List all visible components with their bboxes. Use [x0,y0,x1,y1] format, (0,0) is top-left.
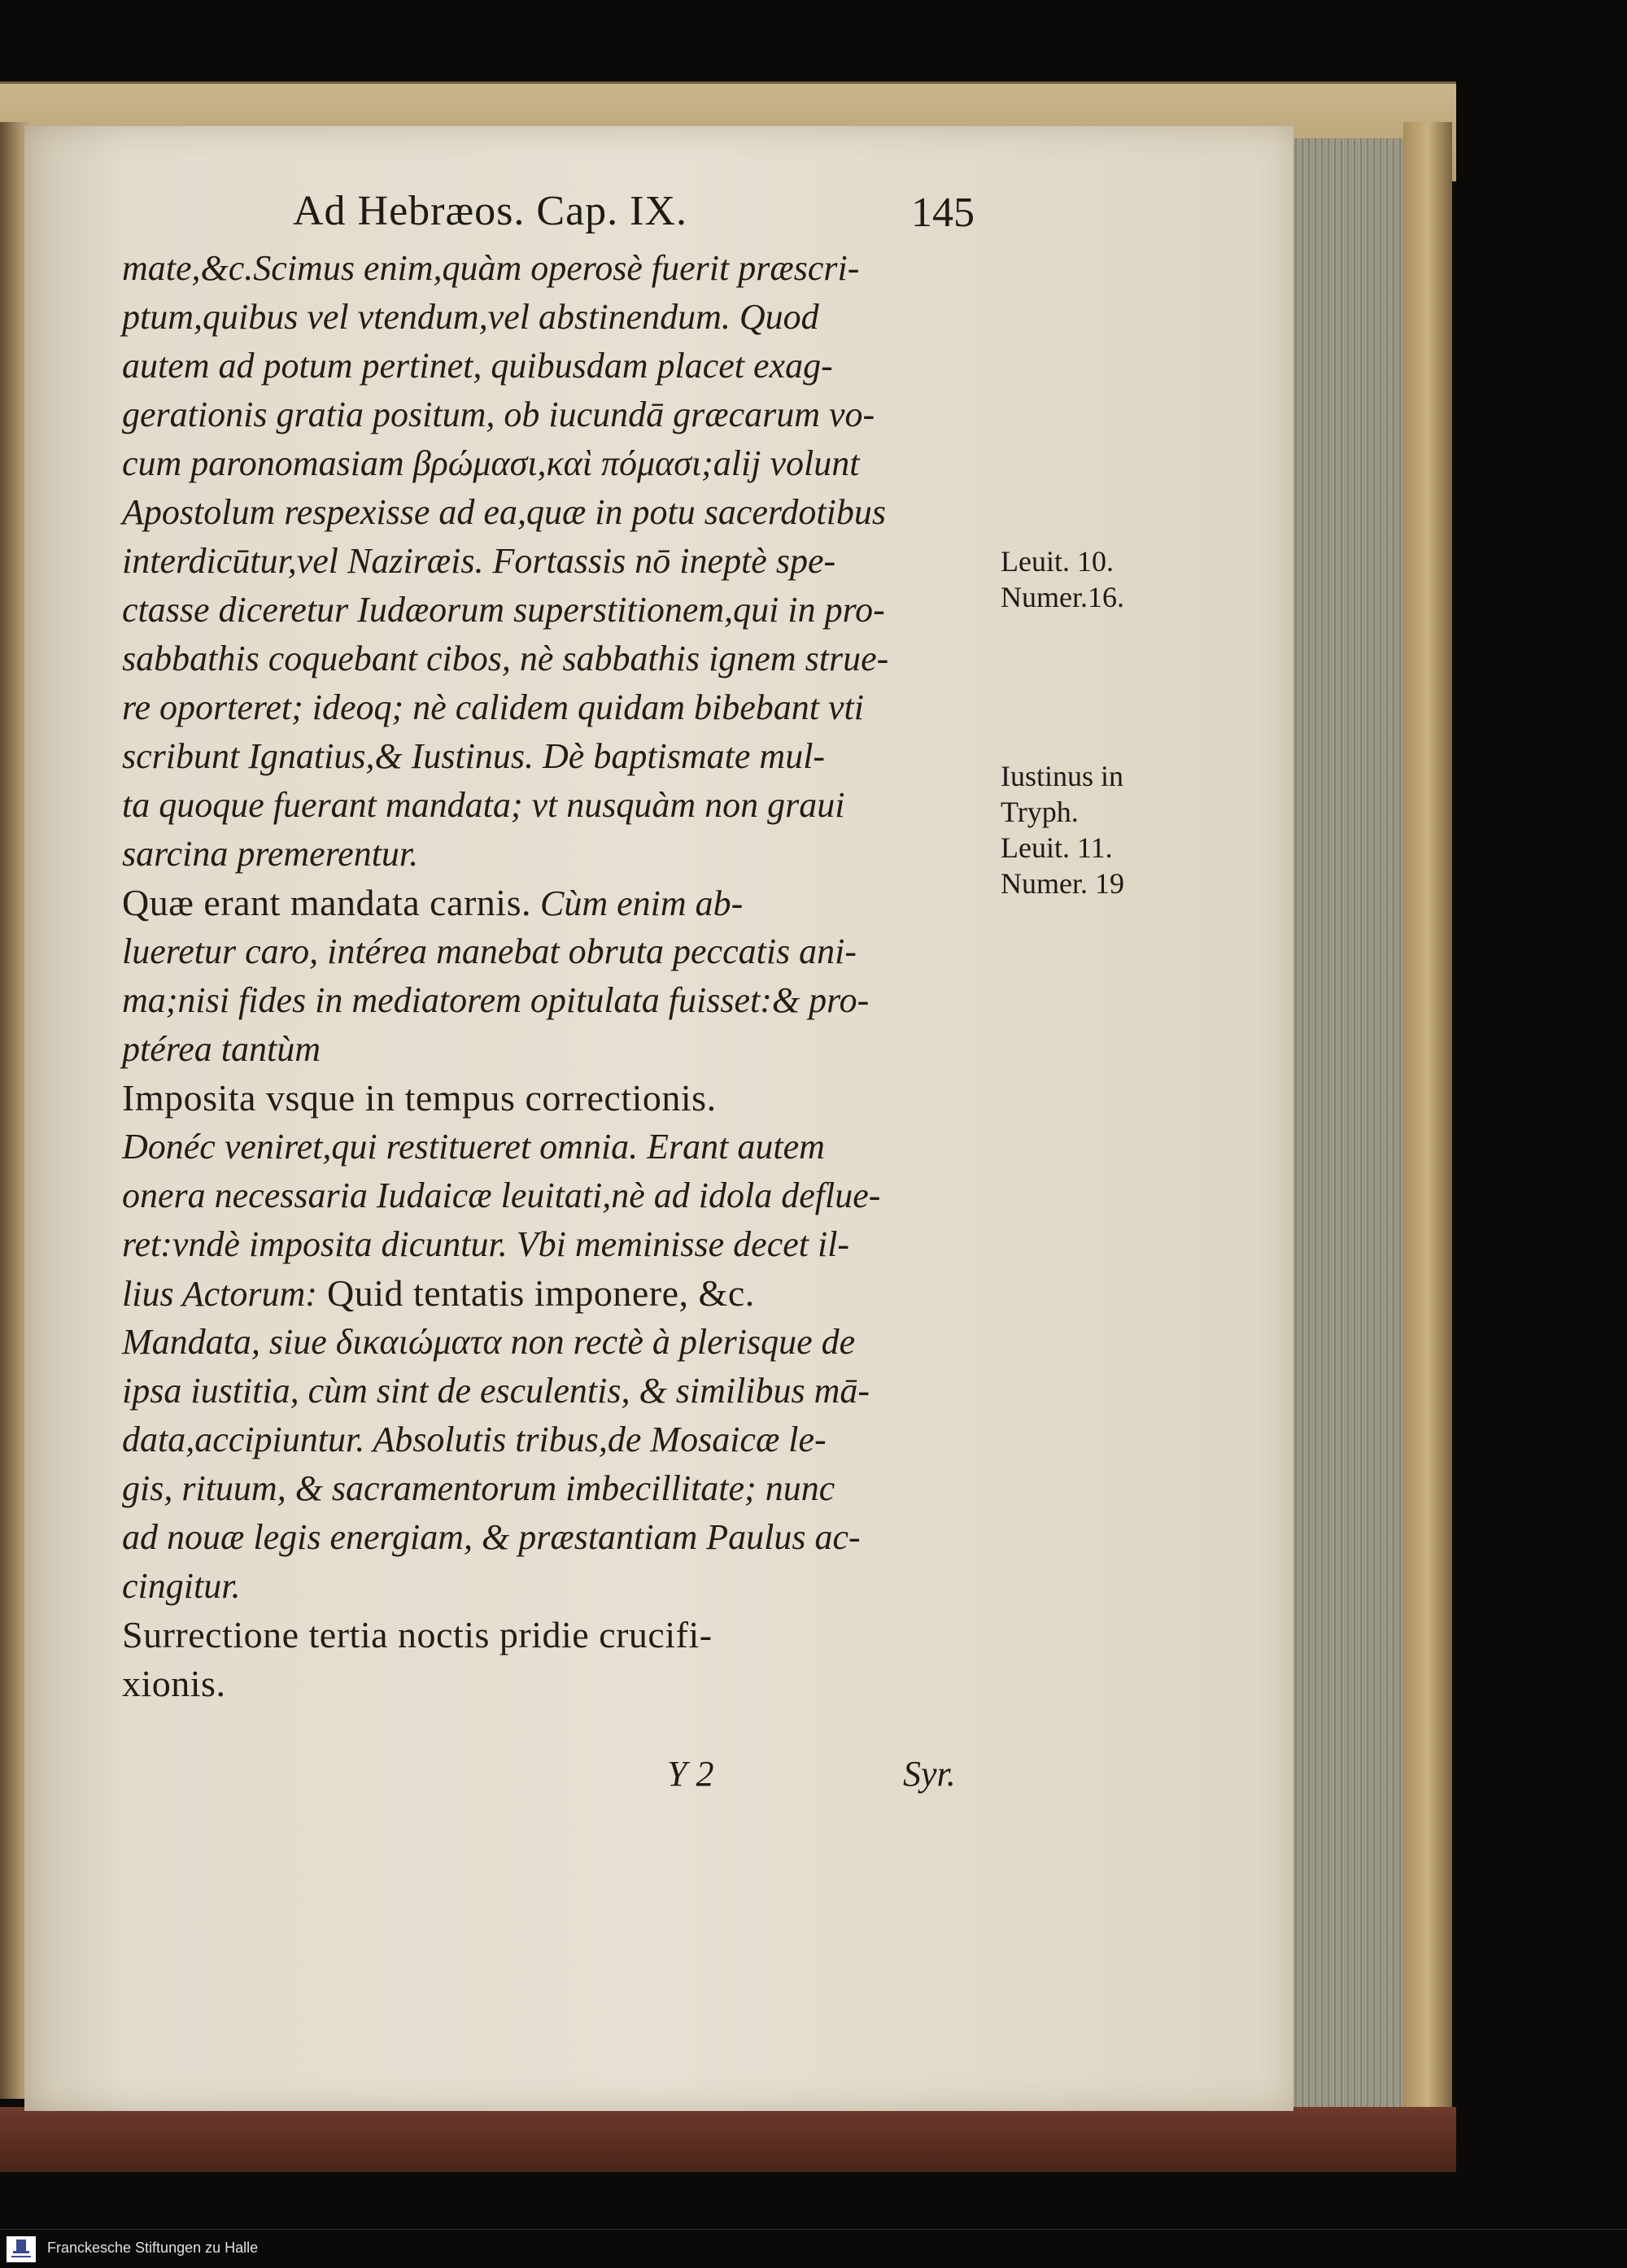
text-line [122,879,992,927]
commentary-text: ptum,quibus vel vtendum,vel abstinendum. Quod [122,297,819,337]
text-line [122,293,992,342]
text-line [122,244,992,293]
commentary-text: lius Actorum: [122,1274,317,1314]
commentary-text: re oporteret; ideoq; nè calidem quidam bibebant vti [122,687,864,727]
margin-note: Leuit. 10. [1001,545,1114,578]
page-number: 145 [911,190,975,236]
margin-note: Numer.16. [1001,581,1124,613]
commentary-text: ret:vndè imposita dicuntur. Vbi meminisse decet il- [122,1224,850,1264]
text-line [122,1269,992,1318]
commentary-text: ctasse diceretur Iudæorum superstitionem,qui in pro- [122,590,885,630]
commentary-text: ipsa iustitia, cùm sint de esculentis, & similibus mā- [122,1371,870,1411]
text-line [122,342,992,390]
lemma-text: Quæ erant mandata carnis. [122,882,531,923]
text-line [122,1415,992,1464]
commentary-text: sabbathis coquebant cibos, nè sabbathis ignem strue- [122,639,889,678]
text-line [122,1464,992,1513]
commentary-text: ad nouæ legis energiam, & præstantiam Paulus ac- [122,1517,861,1557]
text-line [122,1513,992,1562]
commentary-text: cingitur. [122,1566,241,1606]
text-line [122,683,992,732]
text-line [122,586,992,635]
lemma-text: xionis. [122,1663,226,1704]
margin-note [1001,615,1196,651]
quoted-text: Quid tentatis imponere, &c. [316,1272,755,1314]
text-line [122,1367,992,1415]
text-line [122,1611,992,1660]
commentary-text: scribunt Ignatius,& Iustinus. Dè baptismate mul- [122,736,826,776]
text-line [122,488,992,537]
book-cover-bottom-edge [0,2107,1456,2172]
commentary-text: gerationis gratia positum, ob iucundā græcarum vo- [122,395,875,434]
margin-note [1001,651,1196,687]
margin-note [1001,687,1196,722]
text-line [122,537,992,586]
institution-name: Franckesche Stiftungen zu Halle [47,2240,259,2256]
book-binding-right [1403,122,1452,2115]
marginal-notes [1001,543,1196,901]
text-line [122,830,992,879]
signature-mark: Y 2 [667,1754,714,1794]
text-line [122,1318,992,1367]
running-head: Ad Hebræos. Cap. IX. [293,188,688,234]
commentary-text: Apostolum respexisse ad ea,quæ in potu sacerdotibus [122,492,886,532]
text-line [122,1171,992,1220]
text-line [122,732,992,781]
body-text [122,244,992,1708]
commentary-text: cum paronomasiam βρώμασι,καὶ πόμασι;alij volunt [122,443,860,483]
margin-note: Numer. 19 [1001,867,1124,900]
commentary-text: lueretur caro, intérea manebat obruta peccatis ani- [122,931,857,971]
margin-note [1001,722,1196,758]
commentary-text: ta quoque fuerant mandata; vt nusquàm non graui [122,785,845,825]
commentary-text: autem ad potum pertinet, quibusdam placet exag- [122,346,833,386]
text-line [122,1220,992,1269]
commentary-text: Donéc veniret,qui restitueret omnia. Erant autem [122,1127,825,1167]
text-line [122,635,992,683]
commentary-text: sarcina premerentur. [122,834,419,874]
catchword: Syr. [903,1754,956,1794]
commentary-text: Cùm enim ab- [530,883,744,923]
text-line [122,1562,992,1611]
text-line [122,976,992,1025]
page-header [293,179,1009,244]
book-fore-edge [1285,138,1407,2115]
text-line [122,1074,992,1123]
institution-logo-icon [7,2236,36,2262]
text-line [122,439,992,488]
margin-note: Tryph. [1001,796,1079,828]
lemma-text: Imposita vsque in tempus correctionis. [122,1077,717,1119]
text-line [122,1123,992,1171]
margin-note: Iustinus in [1001,760,1124,792]
commentary-text: interdicūtur,vel Naziræis. Fortassis nō ineptè spe- [122,541,836,581]
commentary-text: onera necessaria Iudaicæ leuitati,nè ad idola deflue- [122,1175,881,1215]
commentary-text: mate,&c.Scimus enim,quàm operosè fuerit præscri- [122,248,860,288]
commentary-text: Mandata, siue δικαιώματα non rectè à plerisque de [122,1322,856,1362]
lemma-text: Surrectione tertia noctis pridie crucifi- [122,1614,713,1655]
commentary-text: data,accipiuntur. Absolutis tribus,de Mosaicæ le- [122,1420,827,1459]
margin-note: Leuit. 11. [1001,831,1113,864]
commentary-text: gis, rituum, & sacramentorum imbecillitate; nunc [122,1468,835,1508]
text-line [122,781,992,830]
text-line [122,927,992,976]
text-line [122,1660,992,1708]
viewer-footer [0,2229,1627,2268]
text-line [122,1025,992,1074]
commentary-text: ptérea tantùm [122,1029,321,1069]
commentary-text: ma;nisi fides in mediatorem opitulata fuisset:& pro- [122,980,870,1020]
text-line [122,390,992,439]
